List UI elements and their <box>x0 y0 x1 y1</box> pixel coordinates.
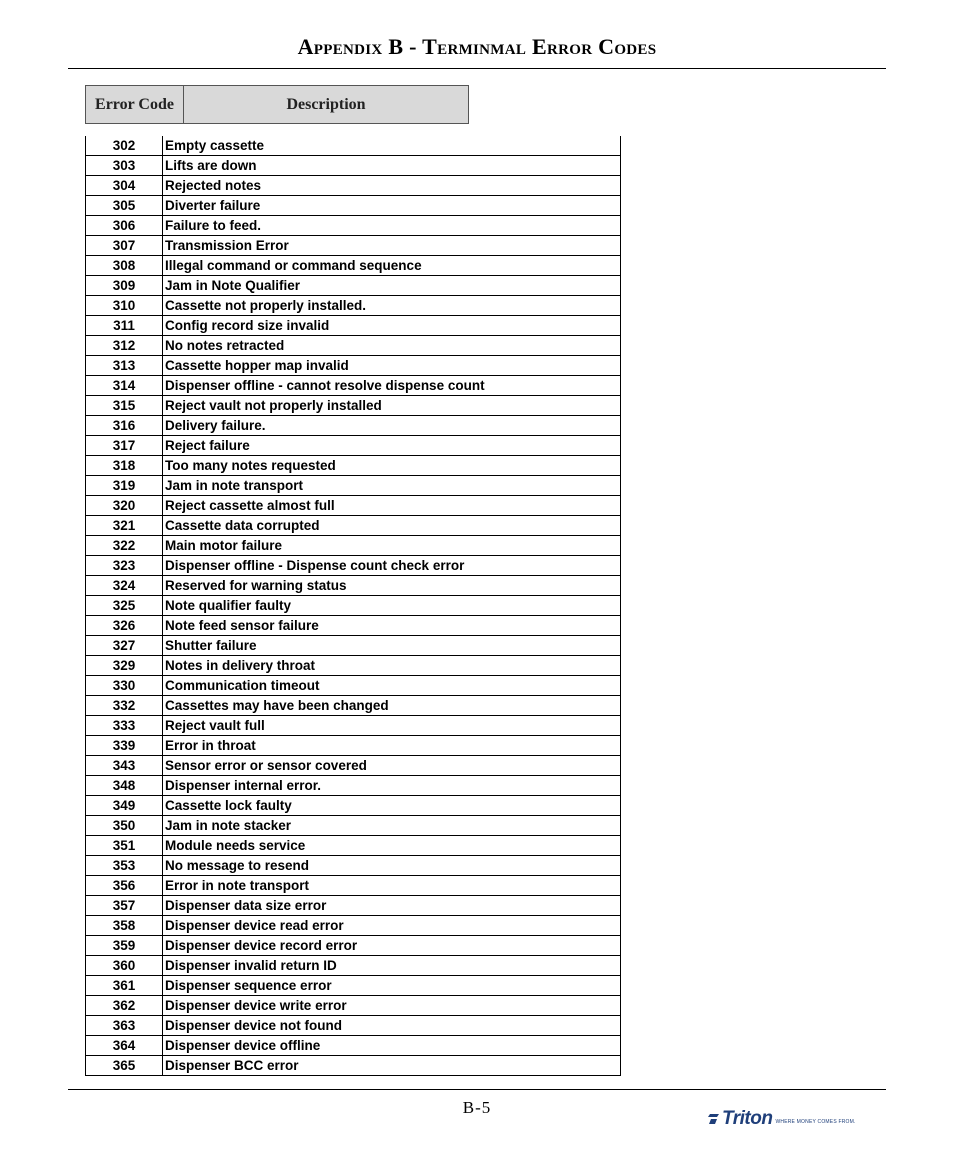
description-cell: Module needs service <box>163 836 621 856</box>
error-code-cell: 314 <box>86 376 163 396</box>
error-code-cell: 359 <box>86 936 163 956</box>
description-cell: No notes retracted <box>163 336 621 356</box>
error-code-cell: 356 <box>86 876 163 896</box>
description-cell: Dispenser device not found <box>163 1016 621 1036</box>
error-code-cell: 349 <box>86 796 163 816</box>
description-cell: Reject vault not properly installed <box>163 396 621 416</box>
error-code-cell: 318 <box>86 456 163 476</box>
description-cell: Config record size invalid <box>163 316 621 336</box>
description-cell: Reject cassette almost full <box>163 496 621 516</box>
table-row <box>86 1056 621 1076</box>
triton-logo <box>708 1108 856 1130</box>
error-code-cell: 310 <box>86 296 163 316</box>
table-row <box>86 816 621 836</box>
description-cell: Error in throat <box>163 736 621 756</box>
description-cell: Transmission Error <box>163 236 621 256</box>
error-code-cell: 303 <box>86 156 163 176</box>
table-row <box>86 556 621 576</box>
description-cell: Jam in note transport <box>163 476 621 496</box>
description-cell: Note feed sensor failure <box>163 616 621 636</box>
description-cell: Cassettes may have been changed <box>163 696 621 716</box>
description-cell: Dispenser BCC error <box>163 1056 621 1076</box>
table-row <box>86 756 621 776</box>
description-cell: Rejected notes <box>163 176 621 196</box>
description-cell: Dispenser invalid return ID <box>163 956 621 976</box>
table-row <box>86 656 621 676</box>
table-row <box>86 956 621 976</box>
error-code-cell: 305 <box>86 196 163 216</box>
table-row <box>86 896 621 916</box>
error-code-cell: 322 <box>86 536 163 556</box>
description-cell: Reserved for warning status <box>163 576 621 596</box>
table-row <box>86 536 621 556</box>
error-code-cell: 357 <box>86 896 163 916</box>
error-code-cell: 306 <box>86 216 163 236</box>
table-row <box>86 676 621 696</box>
description-cell: Sensor error or sensor covered <box>163 756 621 776</box>
table-row <box>86 276 621 296</box>
description-cell: Empty cassette <box>163 136 621 156</box>
error-code-cell: 339 <box>86 736 163 756</box>
table-row <box>86 176 621 196</box>
table-row <box>86 576 621 596</box>
error-code-cell: 350 <box>86 816 163 836</box>
error-code-cell: 302 <box>86 136 163 156</box>
table-row <box>86 196 621 216</box>
table-row <box>86 156 621 176</box>
error-code-cell: 319 <box>86 476 163 496</box>
error-code-cell: 362 <box>86 996 163 1016</box>
table-row <box>86 1016 621 1036</box>
table-row <box>86 876 621 896</box>
error-code-cell: 317 <box>86 436 163 456</box>
table-row <box>86 836 621 856</box>
table-row <box>86 636 621 656</box>
header-rule <box>68 68 886 69</box>
error-code-cell: 315 <box>86 396 163 416</box>
table-row <box>86 736 621 756</box>
table-row <box>86 376 621 396</box>
description-cell: Cassette data corrupted <box>163 516 621 536</box>
error-code-cell: 330 <box>86 676 163 696</box>
error-code-cell: 361 <box>86 976 163 996</box>
description-cell: Communication timeout <box>163 676 621 696</box>
description-cell: Reject vault full <box>163 716 621 736</box>
description-cell: Illegal command or command sequence <box>163 256 621 276</box>
description-cell: Dispenser device record error <box>163 936 621 956</box>
description-cell: Error in note transport <box>163 876 621 896</box>
description-cell: Dispenser device read error <box>163 916 621 936</box>
error-code-cell: 309 <box>86 276 163 296</box>
description-cell: Diverter failure <box>163 196 621 216</box>
error-code-cell: 343 <box>86 756 163 776</box>
table-row <box>86 596 621 616</box>
table-row <box>86 616 621 636</box>
description-cell: Main motor failure <box>163 536 621 556</box>
description-cell: Notes in delivery throat <box>163 656 621 676</box>
table-row <box>86 336 621 356</box>
table-row <box>86 416 621 436</box>
description-cell: Dispenser device offline <box>163 1036 621 1056</box>
page-title: Appendix B - Terminmal Error Codes <box>297 34 657 59</box>
error-code-cell: 365 <box>86 1056 163 1076</box>
table-row <box>86 316 621 336</box>
description-cell: Lifts are down <box>163 156 621 176</box>
description-cell: Reject failure <box>163 436 621 456</box>
error-code-cell: 311 <box>86 316 163 336</box>
table-row <box>86 696 621 716</box>
error-code-cell: 363 <box>86 1016 163 1036</box>
table-row <box>86 396 621 416</box>
error-code-cell: 323 <box>86 556 163 576</box>
error-code-cell: 316 <box>86 416 163 436</box>
table-row <box>86 236 621 256</box>
error-code-cell: 307 <box>86 236 163 256</box>
description-cell: Jam in note stacker <box>163 816 621 836</box>
header-error-code: Error Code <box>86 86 184 123</box>
error-code-cell: 324 <box>86 576 163 596</box>
description-cell: Jam in Note Qualifier <box>163 276 621 296</box>
table-row <box>86 976 621 996</box>
description-cell: Cassette lock faulty <box>163 796 621 816</box>
table-row <box>86 716 621 736</box>
error-code-cell: 327 <box>86 636 163 656</box>
error-code-cell: 360 <box>86 956 163 976</box>
error-code-cell: 312 <box>86 336 163 356</box>
description-cell: Dispenser offline - Dispense count check error <box>163 556 621 576</box>
table-row <box>86 136 621 156</box>
description-cell: Failure to feed. <box>163 216 621 236</box>
error-code-cell: 326 <box>86 616 163 636</box>
description-cell: Too many notes requested <box>163 456 621 476</box>
error-code-cell: 364 <box>86 1036 163 1056</box>
table-row <box>86 496 621 516</box>
error-code-cell: 332 <box>86 696 163 716</box>
description-cell: Cassette hopper map invalid <box>163 356 621 376</box>
table-row <box>86 856 621 876</box>
table-row <box>86 216 621 236</box>
table-row <box>86 296 621 316</box>
description-cell: Shutter failure <box>163 636 621 656</box>
triton-logo-icon <box>708 1112 720 1126</box>
error-code-cell: 333 <box>86 716 163 736</box>
table-header <box>85 85 469 124</box>
table-row <box>86 776 621 796</box>
error-code-cell: 358 <box>86 916 163 936</box>
table-row <box>86 356 621 376</box>
error-code-cell: 313 <box>86 356 163 376</box>
table-row <box>86 796 621 816</box>
description-cell: No message to resend <box>163 856 621 876</box>
table-row <box>86 516 621 536</box>
error-code-cell: 321 <box>86 516 163 536</box>
error-code-table <box>85 136 621 1076</box>
description-cell: Dispenser internal error. <box>163 776 621 796</box>
description-cell: Cassette not properly installed. <box>163 296 621 316</box>
description-cell: Dispenser device write error <box>163 996 621 1016</box>
table-row <box>86 916 621 936</box>
footer-rule <box>68 1089 886 1090</box>
table-row <box>86 456 621 476</box>
description-cell: Note qualifier faulty <box>163 596 621 616</box>
error-code-cell: 351 <box>86 836 163 856</box>
error-code-cell: 304 <box>86 176 163 196</box>
table-row <box>86 1036 621 1056</box>
table-row <box>86 936 621 956</box>
error-code-cell: 320 <box>86 496 163 516</box>
table-row <box>86 256 621 276</box>
description-cell: Dispenser offline - cannot resolve dispense count <box>163 376 621 396</box>
triton-tagline: WHERE MONEY COMES FROM. <box>775 1119 856 1125</box>
error-code-rows <box>86 136 621 1076</box>
error-code-cell: 353 <box>86 856 163 876</box>
triton-wordmark: Triton <box>722 1108 773 1129</box>
error-code-cell: 308 <box>86 256 163 276</box>
header-description: Description <box>286 95 366 113</box>
description-cell: Dispenser sequence error <box>163 976 621 996</box>
error-code-cell: 348 <box>86 776 163 796</box>
error-code-cell: 329 <box>86 656 163 676</box>
table-row <box>86 996 621 1016</box>
table-row <box>86 436 621 456</box>
description-cell: Delivery failure. <box>163 416 621 436</box>
description-cell: Dispenser data size error <box>163 896 621 916</box>
table-row <box>86 476 621 496</box>
page-number: B-5 <box>462 1098 492 1117</box>
error-code-cell: 325 <box>86 596 163 616</box>
